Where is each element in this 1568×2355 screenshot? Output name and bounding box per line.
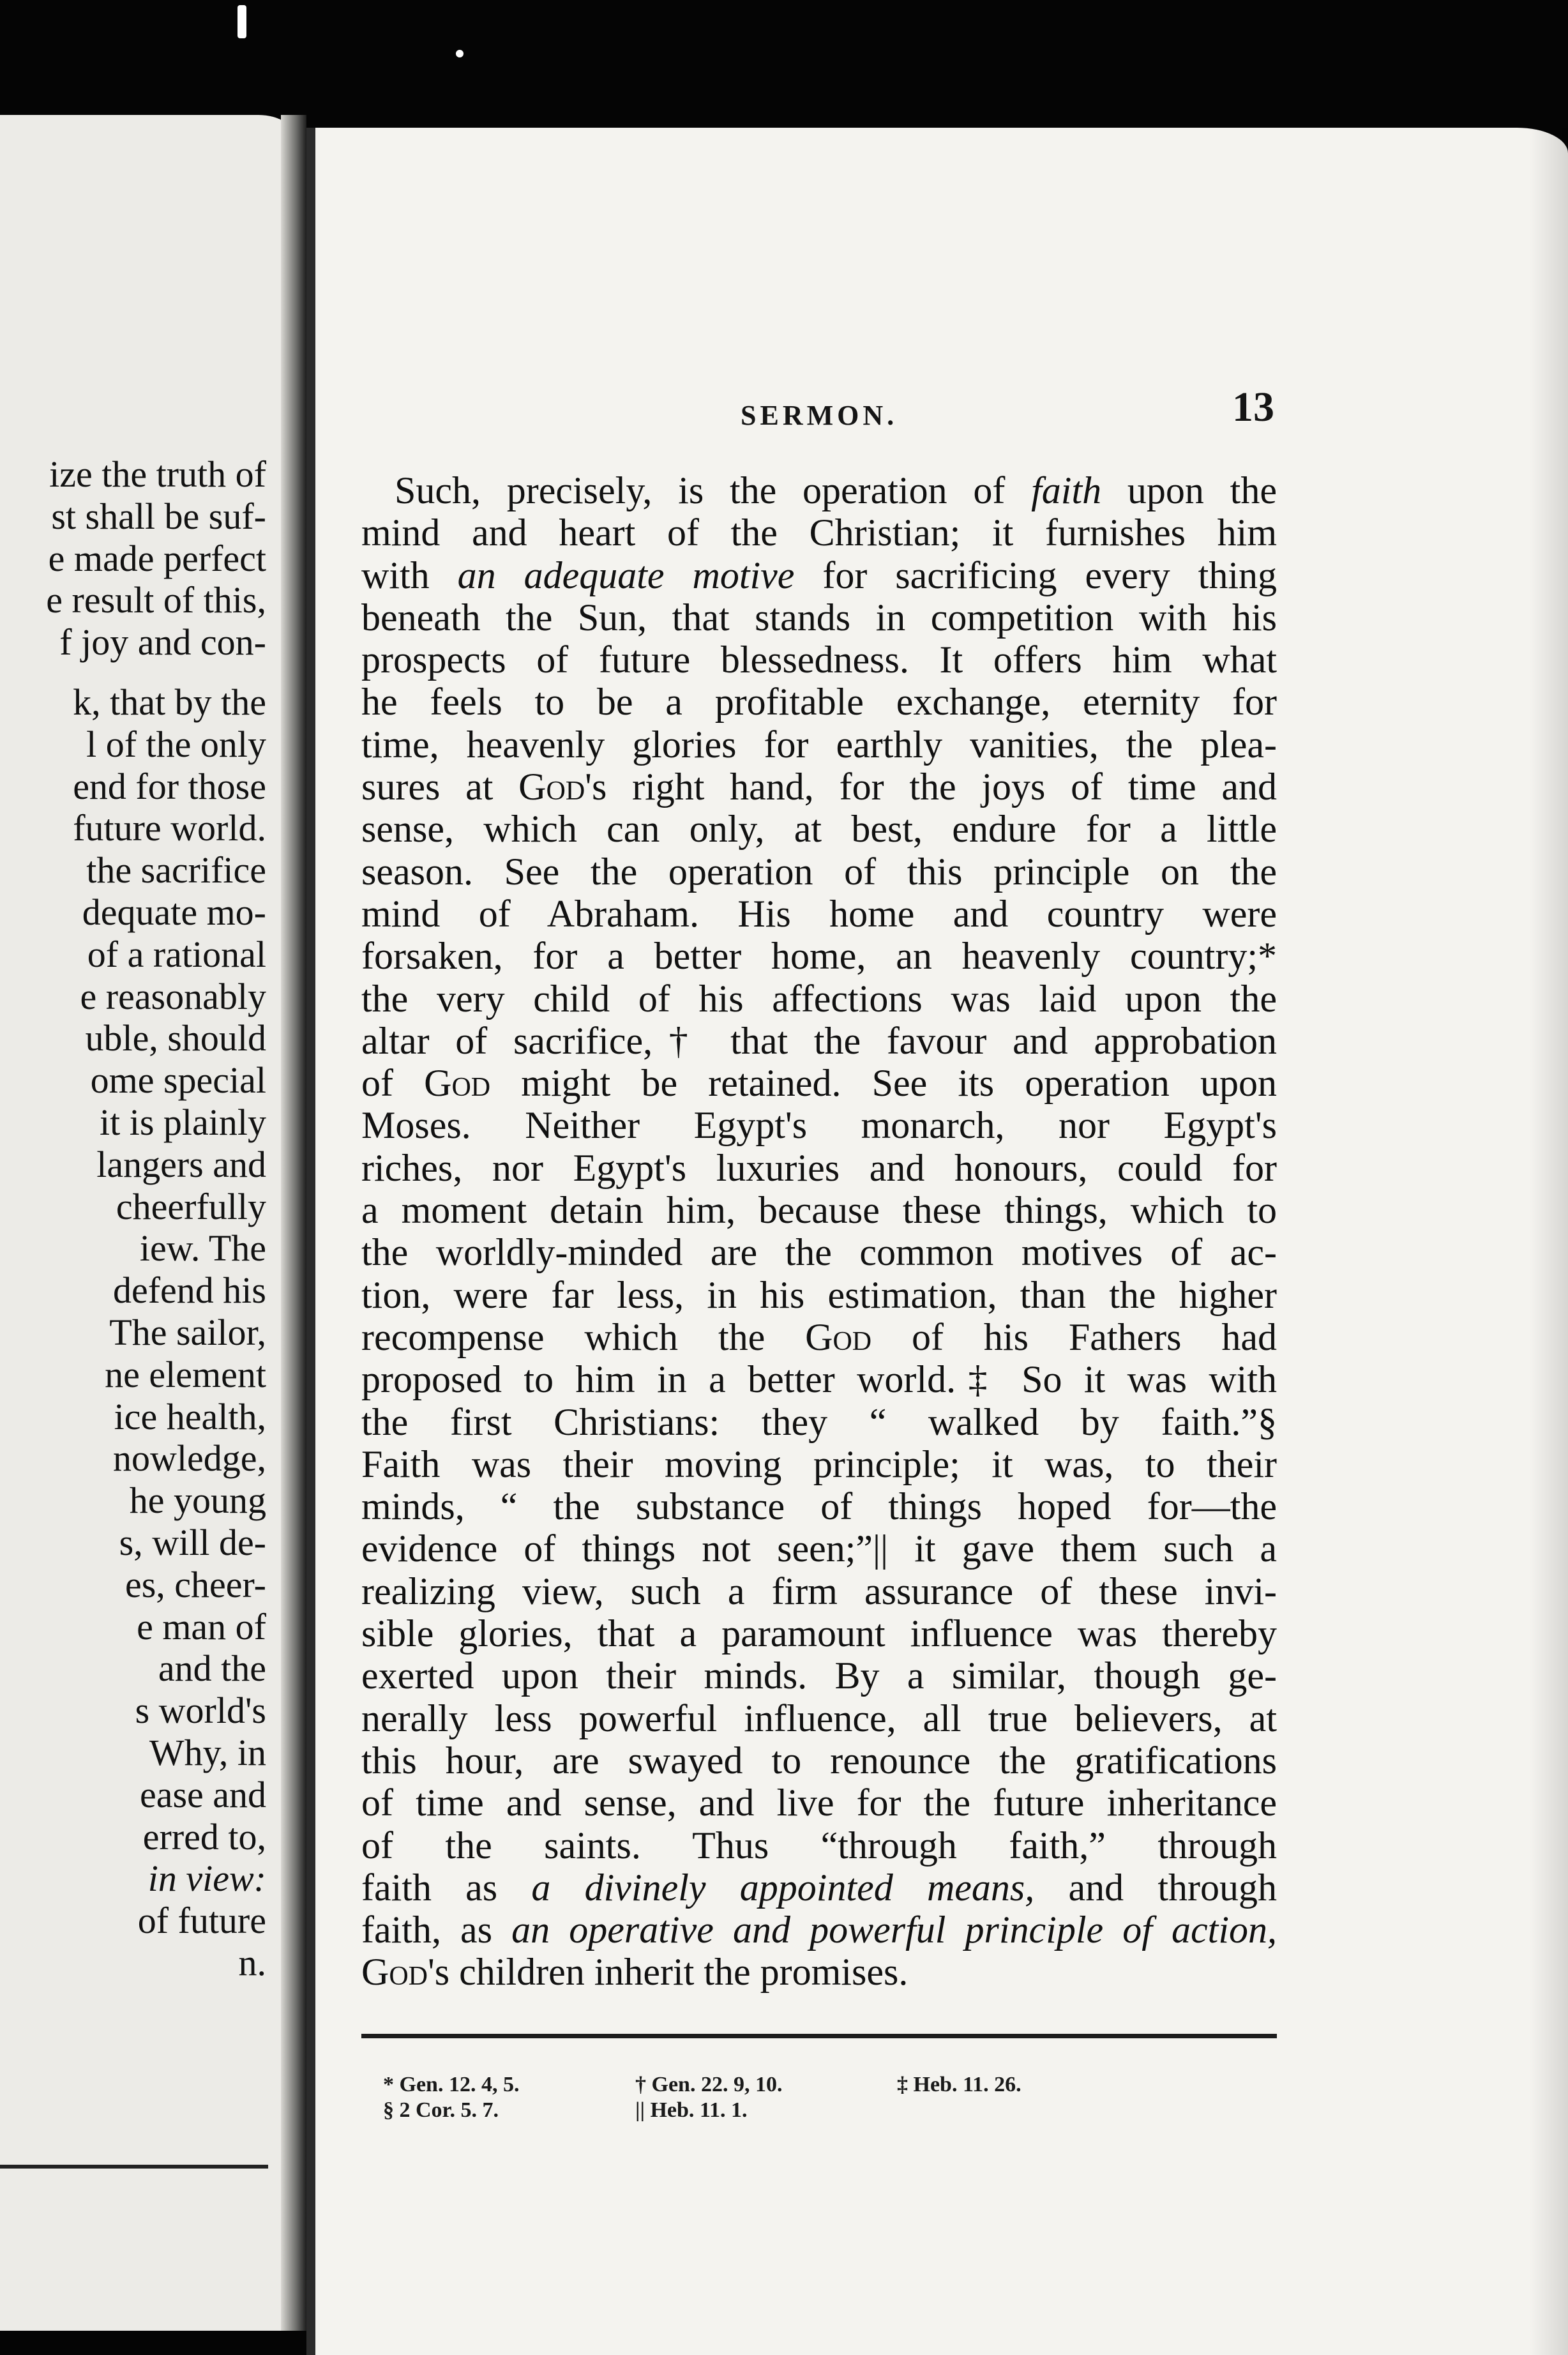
text-line: recompense which the God of his Fathers had — [361, 1315, 1277, 1358]
left-line: e reasonably — [80, 975, 266, 1017]
left-line: ease and — [139, 1773, 266, 1815]
left-line: he young — [129, 1480, 266, 1522]
left-line: s world's — [135, 1690, 266, 1732]
ink-mark — [456, 50, 464, 57]
text-line: Faith was their moving principle; it was, to their — [361, 1443, 1277, 1485]
footnote: * Gen. 12. 4, 5. — [383, 2073, 520, 2096]
text-line: a moment detain him, because these things, which to — [361, 1189, 1277, 1232]
left-line: dequate mo- — [82, 891, 266, 933]
left-line: langers and — [96, 1143, 266, 1185]
text-line: sures at God's right hand, for the joys of time and — [361, 766, 1277, 808]
left-line: e man of — [137, 1605, 266, 1647]
left-line: ne element — [105, 1353, 266, 1395]
left-line: in view: — [147, 1858, 266, 1900]
left-line: Why, in — [149, 1731, 266, 1773]
left-line: of future — [137, 1900, 266, 1942]
text-line: tion, were far less, in his estimation, than the higher — [361, 1273, 1277, 1316]
text-line: he feels to be a profitable exchange, eternity for — [361, 681, 1277, 723]
text-line: of time and sense, and live for the future inheritance — [361, 1782, 1277, 1824]
footnote-row — [383, 2098, 1149, 2123]
footnotes — [383, 2072, 1149, 2123]
footnote: § 2 Cor. 5. 7. — [383, 2098, 499, 2122]
left-line: future world. — [73, 807, 266, 849]
text-line: sible glories, that a paramount influence was thereby — [361, 1612, 1277, 1655]
left-line: ome special — [90, 1059, 266, 1102]
left-line: of a rational — [87, 933, 266, 975]
left-line: n. — [238, 1941, 266, 1983]
book-gutter — [281, 115, 306, 2331]
text-line: the very child of his affections was laid upon the — [361, 977, 1277, 1020]
left-line: it is plainly — [100, 1101, 266, 1143]
left-line: s, will de- — [119, 1521, 266, 1563]
left-line: nowledge, — [113, 1437, 266, 1480]
left-line: and the — [158, 1647, 266, 1690]
left-line: ize the truth of — [49, 453, 266, 495]
left-page-text — [0, 453, 266, 1984]
text-line: altar of sacrifice,† that the favour and approbation — [361, 1019, 1277, 1062]
left-paragraph-gap — [0, 663, 266, 681]
left-line: es, cheer- — [124, 1563, 266, 1605]
text-line: mind of Abraham. His home and country were — [361, 892, 1277, 935]
page-number: 13 — [1232, 384, 1274, 430]
text-line: the worldly-minded are the common motives of ac- — [361, 1231, 1277, 1274]
left-line: erred to, — [142, 1815, 266, 1858]
footnote: || Heb. 11. 1. — [635, 2098, 748, 2122]
left-line: e made perfect — [48, 537, 266, 579]
text-line: with an adequate motive for sacrificing every thing — [361, 554, 1277, 596]
text-line: forsaken, for a better home, an heavenly country;* — [361, 935, 1277, 978]
body-paragraph — [361, 469, 1277, 1994]
left-line: The sailor, — [109, 1311, 266, 1353]
left-line: defend his — [113, 1269, 266, 1312]
text-line: minds, “ the substance of things hoped for—the — [361, 1485, 1277, 1528]
text-line: realizing view, such a firm assurance of these invi- — [361, 1570, 1277, 1612]
left-line: ice health, — [114, 1395, 266, 1437]
text-line: nerally less powerful influence, all true believers, at — [361, 1697, 1277, 1739]
text-line: faith, as an operative and powerful principle of action, — [361, 1909, 1277, 1951]
left-facing-page — [0, 115, 297, 2331]
text-line: evidence of things not seen;”|| it gave them such a — [361, 1527, 1277, 1570]
text-line: of the saints. Thus “through faith,” through — [361, 1824, 1277, 1867]
text-line: faith as a divinely appointed means, and through — [361, 1866, 1278, 1909]
left-line: the sacrifice — [86, 849, 266, 891]
text-line: season. See the operation of this principle on the — [361, 850, 1277, 893]
text-line: time, heavenly glories for earthly vanities, the plea- — [361, 723, 1277, 766]
text-line: riches, nor Egypt's luxuries and honours, could for — [361, 1146, 1277, 1189]
footnote: † Gen. 22. 9, 10. — [635, 2073, 783, 2096]
left-line: cheerfully — [116, 1185, 266, 1227]
left-line: st shall be suf- — [51, 495, 266, 537]
left-line: f joy and con- — [59, 621, 266, 663]
text-line: proposed to him in a better world.‡ So it was with — [361, 1358, 1277, 1401]
text-line: the first Christians: they “ walked by faith.”§ — [361, 1400, 1277, 1443]
left-line: end for those — [73, 765, 266, 807]
text-line: Such, precisely, is the operation of faith upon the — [395, 469, 1277, 511]
running-head: SERMON. — [741, 400, 898, 431]
left-line: k, that by the — [73, 681, 266, 723]
text-line: sense, which can only, at best, endure for a little — [361, 808, 1277, 851]
text-line: mind and heart of the Christian; it furnishes him — [361, 511, 1277, 554]
footnote: ‡ Heb. 11. 26. — [897, 2073, 1021, 2096]
footnote-rule — [361, 2034, 1277, 2038]
left-line: e result of this, — [46, 579, 266, 621]
text-line: prospects of future blessedness. It offers him what — [361, 639, 1277, 681]
text-line: this hour, are swayed to renounce the gratifications — [361, 1739, 1277, 1782]
left-line: iew. The — [139, 1227, 266, 1269]
ink-mark — [237, 5, 246, 38]
text-line: Moses. Neither Egypt's monarch, nor Egypt's — [361, 1104, 1277, 1147]
text-line: God's children inherit the promises. — [361, 1951, 908, 1994]
text-line: exerted upon their minds. By a similar, though ge- — [361, 1655, 1277, 1697]
footnote-row — [383, 2072, 1149, 2098]
left-footnote-rule — [0, 2165, 268, 2169]
left-line: uble, should — [85, 1017, 266, 1059]
left-line: l of the only — [86, 723, 266, 765]
text-line: beneath the Sun, that stands in competition with his — [361, 596, 1277, 639]
text-line: of God might be retained. See its operation upon — [361, 1062, 1277, 1105]
